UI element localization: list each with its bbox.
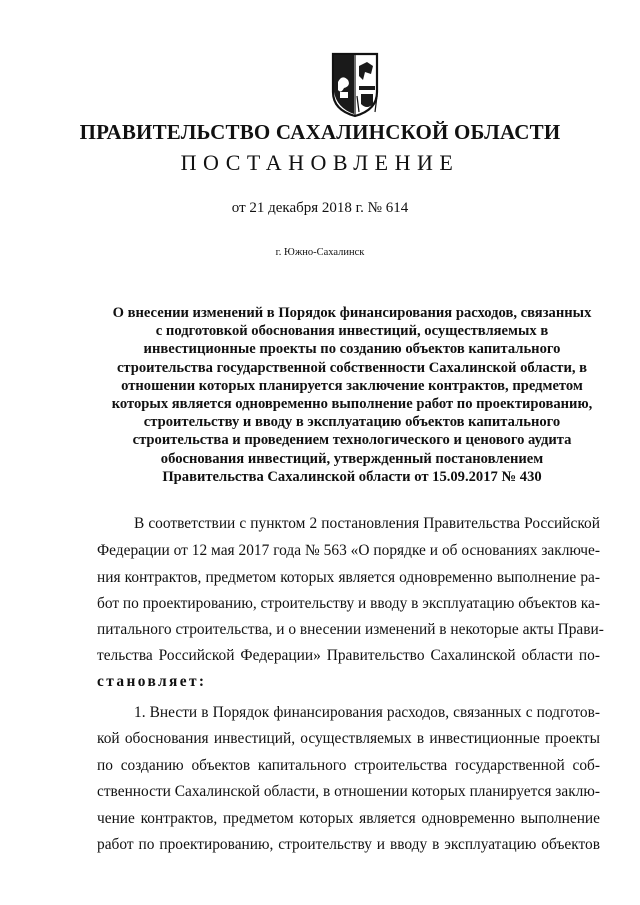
preamble-line: Федерации от 12 мая 2017 года № 563 «О порядке и об основаниях заключе- bbox=[97, 542, 600, 559]
resolves-word: становляет: bbox=[97, 673, 207, 690]
item-1-line: чение контрактов, предметом которых является одновременно выполнение bbox=[97, 810, 600, 827]
heading-line: обоснования инвестиций, утвержденный постановлением bbox=[160, 450, 544, 467]
item-1-line: по созданию объектов капитального строительства государственной соб- bbox=[97, 757, 600, 774]
preamble-line: ния контрактов, предметом которых является одновременно выполнение ра- bbox=[97, 569, 600, 586]
heading-line: которых является одновременно выполнение работ по проектированию, bbox=[111, 396, 593, 413]
preamble-line: тельства Российской Федерации» Правительство Сахалинской области по- bbox=[97, 647, 600, 664]
item-1-line: кой обоснования инвестиций, осуществляемых в инвестиционные проекты bbox=[97, 730, 600, 747]
item-1-line: ственности Сахалинской области, в отношении которых планируется заклю- bbox=[97, 783, 600, 800]
item-1-line: 1. Внести в Порядок финансирования расходов, связанных с подготов- bbox=[134, 704, 600, 721]
preamble-final-line bbox=[97, 672, 600, 692]
preamble-line: бот по проектированию, строительству и вводу в эксплуатацию объектов ка- bbox=[97, 595, 600, 612]
document-type: ПОСТАНОВЛЕНИЕ bbox=[180, 150, 460, 175]
heading-line: Правительства Сахалинской области от 15.09.2017 № 430 bbox=[162, 468, 542, 485]
heading-line: О внесении изменений в Порядок финансирования расходов, связанных bbox=[112, 305, 592, 321]
heading-line: инвестиционные проекты по созданию объектов капитального bbox=[143, 341, 561, 358]
government-title: ПРАВИТЕЛЬСТВО САХАЛИНСКОЙ ОБЛАСТИ bbox=[79, 120, 561, 144]
coat-of-arms-emblem bbox=[331, 52, 379, 118]
preamble-line: В соответствии с пунктом 2 постановления Правительства Российской bbox=[134, 515, 600, 532]
heading-line: строительства и проведением технологического и ценового аудита bbox=[132, 432, 572, 449]
city-of-issue: г. Южно-Сахалинск bbox=[275, 247, 365, 258]
heading-line: строительства государственной собственности Сахалинской области, в bbox=[116, 359, 588, 376]
heading-line: отношении которых планируется заключение контрактов, предметом bbox=[121, 377, 583, 394]
item-1-line: работ по проектированию, строительству и вводу в эксплуатацию объектов bbox=[97, 836, 600, 853]
preamble-line: питального строительства, и о внесении изменений в некоторые акты Прави- bbox=[97, 621, 604, 638]
heading-line: с подготовкой обоснования инвестиций, осуществляемых в bbox=[155, 323, 549, 340]
decree-date-number: от 21 декабря 2018 г. № 614 bbox=[231, 200, 409, 216]
decree-heading bbox=[100, 304, 604, 486]
heading-line: строительству и вводу в эксплуатацию объектов капитального bbox=[143, 414, 561, 431]
